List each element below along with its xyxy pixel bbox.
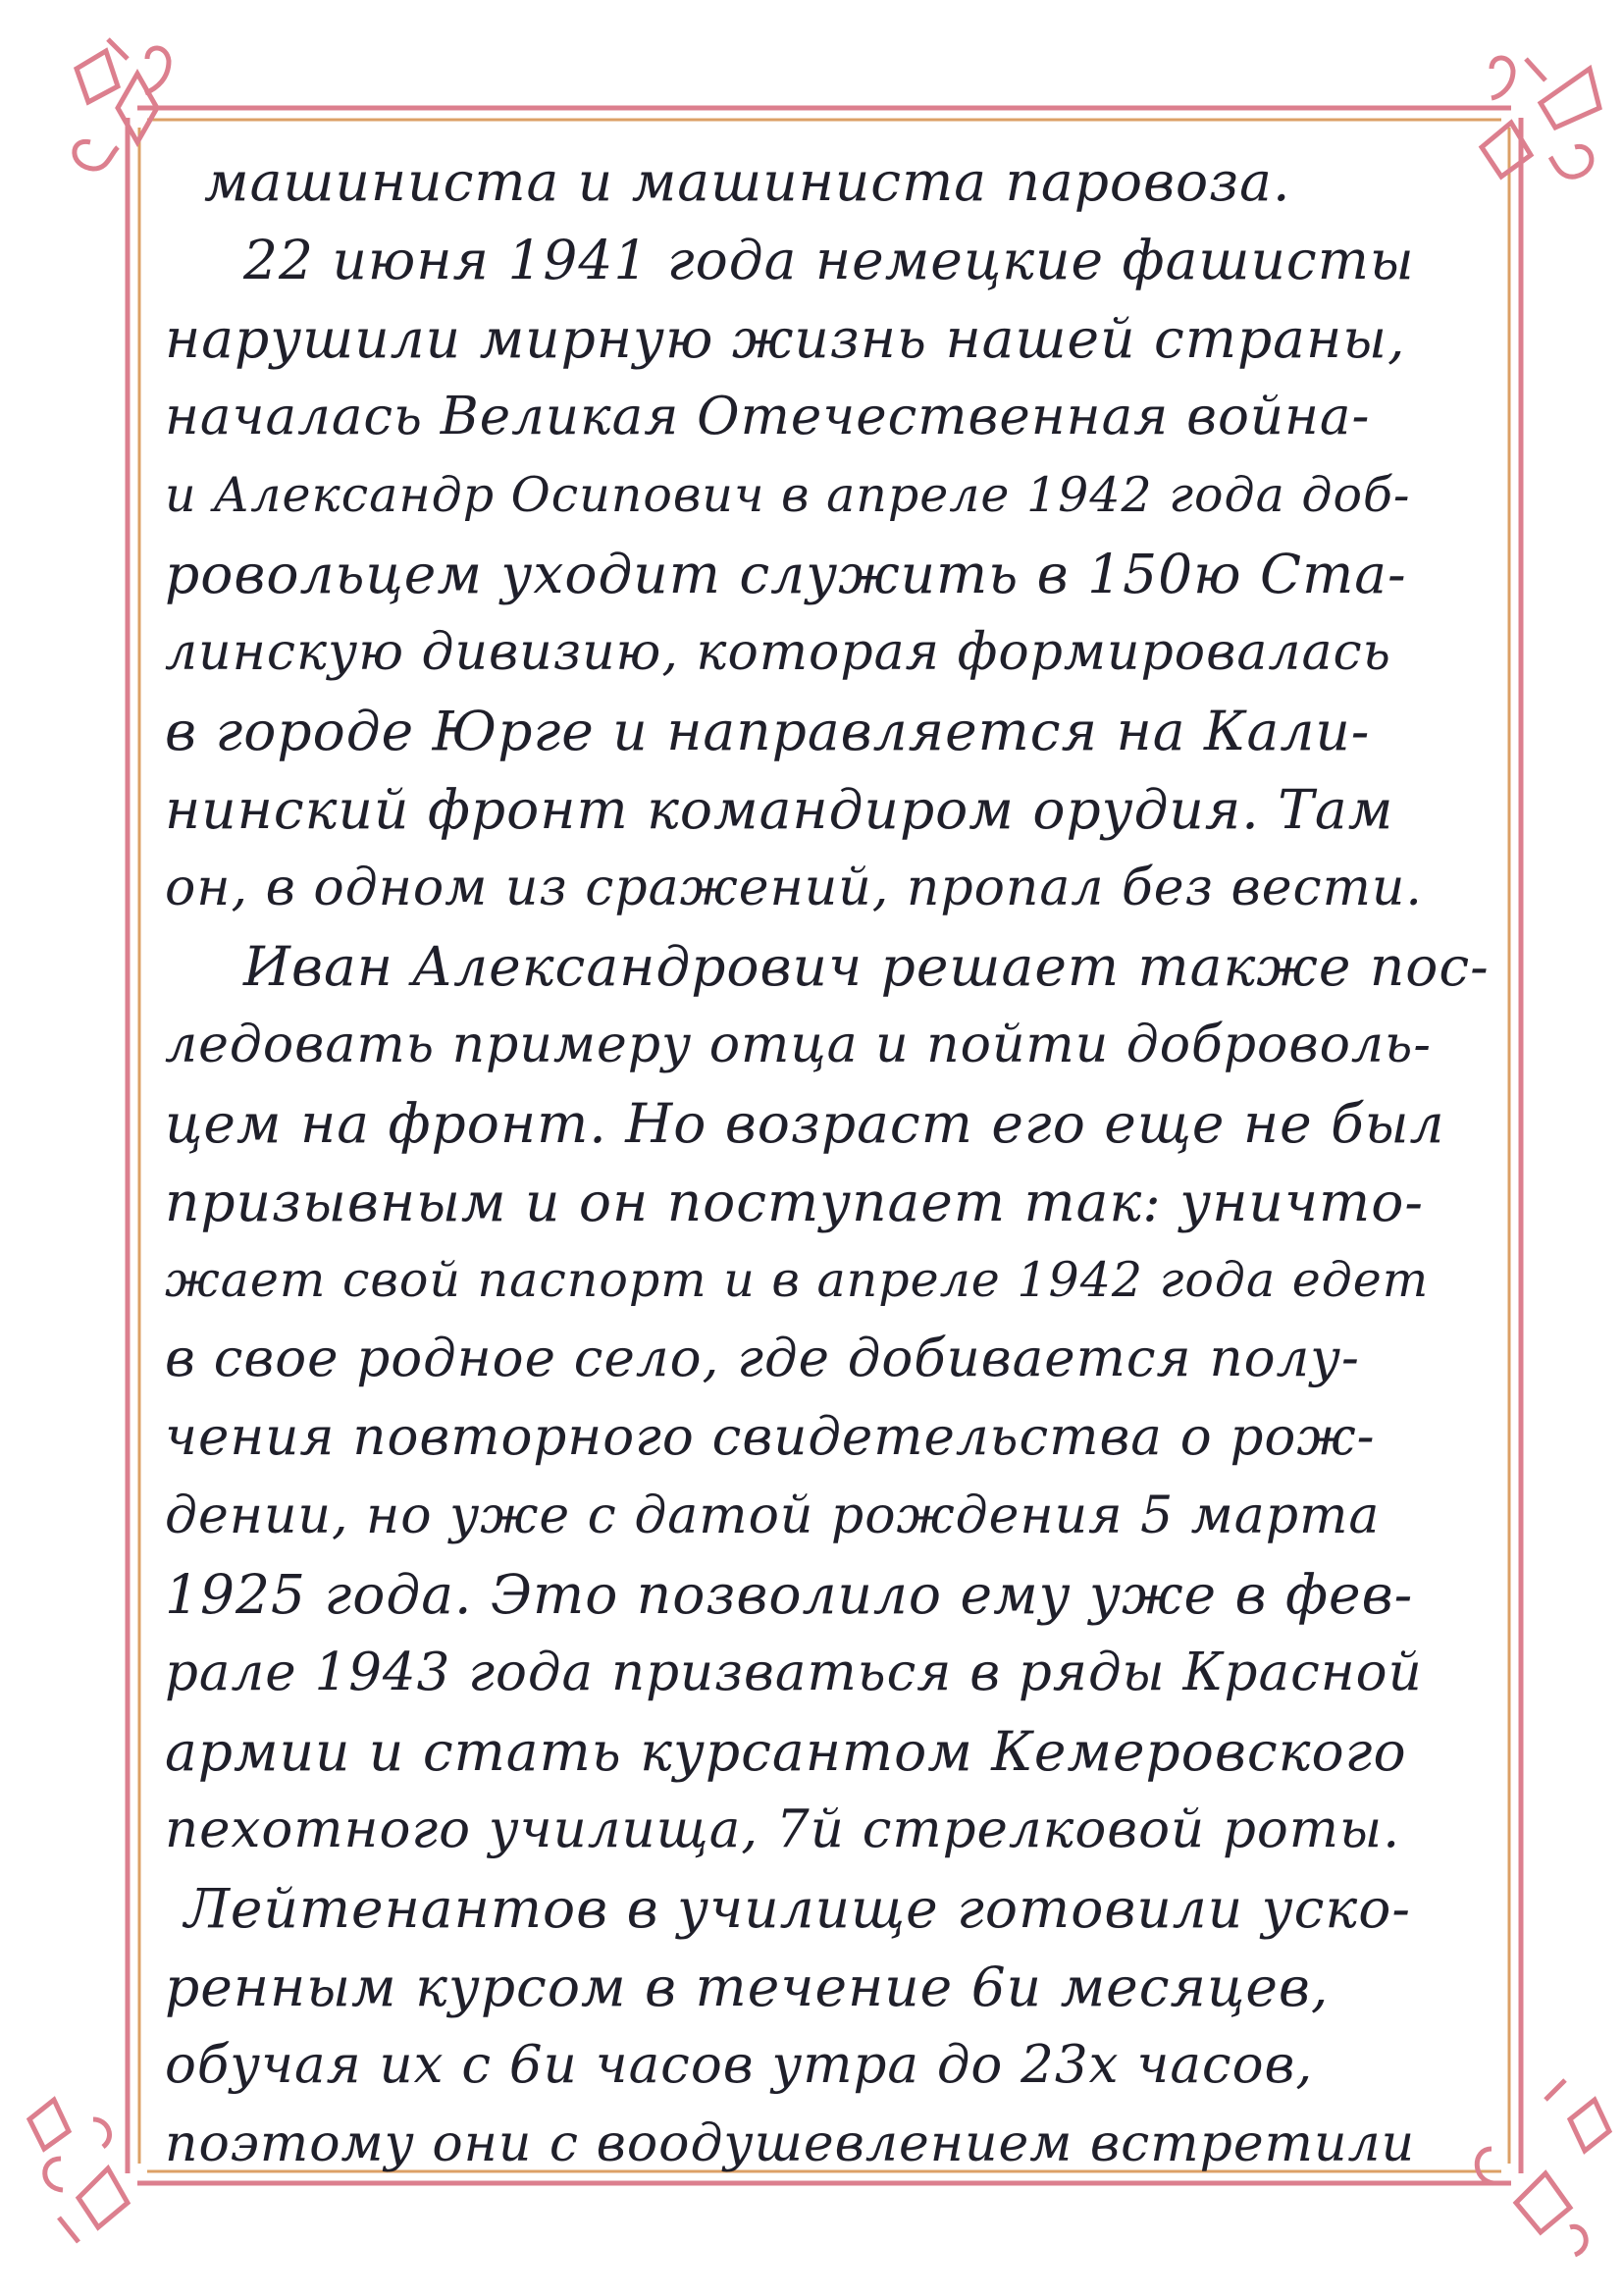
- text-line: призывным и он поступает так: уничто-: [165, 1171, 1424, 1233]
- text-line: Иван Александрович решает также пос-: [243, 935, 1490, 998]
- text-line: нарушили мирную жизнь нашей страны,: [165, 307, 1406, 370]
- text-line: линскую дивизию, которая формировалась: [165, 623, 1391, 682]
- text-line: цем на фронт. Но возраст его еще не был: [165, 1092, 1445, 1155]
- text-line: ледовать примеру отца и пойти доброволь-: [165, 1016, 1432, 1074]
- text-line: поэтому они с воодушевлением встретили: [165, 2114, 1416, 2173]
- text-line: жает свой паспорт и в апреле 1942 года едет: [165, 1252, 1430, 1308]
- text-line: армии и стать курсантом Кемеровского: [165, 1720, 1407, 1783]
- text-line: в свое родное село, где добивается полу-: [165, 1329, 1360, 1388]
- text-line: дении, но уже с датой рождения 5 марта: [165, 1487, 1381, 1545]
- text-line: ренным курсом в течение 6и месяцев,: [165, 1956, 1330, 2018]
- text-line: Лейтенантов в училище готовили уско-: [184, 1877, 1411, 1940]
- text-line: 1925 года. Это позволило ему уже в фев-: [165, 1563, 1414, 1626]
- text-line: обучая их с 6и часов утра до 23х часов,: [165, 2035, 1314, 2095]
- text-line: рале 1943 года призваться в ряды Красной: [165, 1643, 1423, 1702]
- text-line: в городе Юрге и направляется на Кали-: [165, 700, 1371, 762]
- text-line: нинский фронт командиром орудия. Там: [165, 778, 1394, 841]
- text-line: началась Великая Отечественная война-: [165, 387, 1371, 446]
- corner-ornament-top-left: [75, 39, 169, 169]
- text-line: и Александр Осипович в апреле 1942 года доб-: [165, 467, 1411, 523]
- text-line: пехотного училища, 7й стрелковой роты.: [165, 1800, 1401, 1859]
- handwritten-text-block: [165, 142, 1514, 2173]
- text-line: он, в одном из сражений, пропал без вести.: [165, 859, 1423, 917]
- text-line: 22 июня 1941 года немецкие фашисты: [243, 229, 1415, 291]
- corner-ornament-bottom-left: [29, 2100, 128, 2242]
- text-line: машиниста и машиниста паровоза.: [204, 150, 1291, 213]
- text-line: чения повторного свидетельства о рож-: [165, 1407, 1376, 1467]
- text-line: ровольцем уходит служить в 150ю Ста-: [165, 543, 1407, 605]
